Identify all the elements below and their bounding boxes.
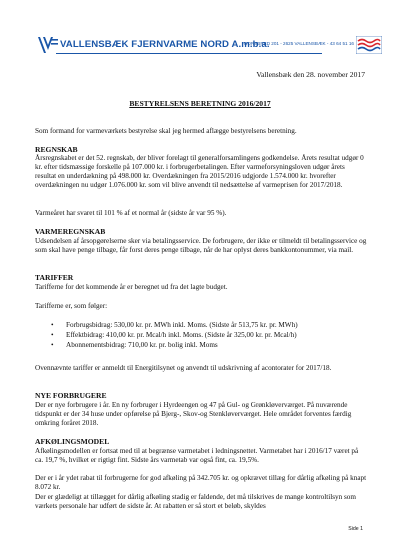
letterhead	[36, 36, 382, 54]
regnskab-paragraph-2	[35, 209, 367, 218]
company-name: VALLENSBÆK FJERNVARME NORD A.m.b.a.	[60, 39, 270, 50]
tariffer-paragraph-1	[35, 283, 367, 292]
afkoelingsmodel-text-2: Der er i år ydet rabat til forbrugerne for god afkøling på 342.705 kr. og opkrævet tillæg for dårlig afkøling på knapt 8.072 kr.	[35, 474, 367, 492]
tariffer-paragraph-3	[35, 364, 367, 373]
nye-forbrugere-paragraph	[35, 401, 367, 428]
tariffer-text-1: Tarifferne for det kommende år er beregnet ud fra det lagte budget.	[35, 283, 228, 291]
varmeregnskab-text: Udsendelsen af årsopgørelserne sker via betalingsservice. De forbrugere, der ikke er tilmeldt til betalingsservice og som skal have penge tilbage, får forst deres penge tilbage, når de har oplyst deres bankkontonummer, via mail.	[35, 237, 367, 255]
company-logo-icon	[36, 36, 58, 54]
section-heading-regnskab: REGNSKAB	[35, 145, 78, 154]
document-title: BESTYRELSENS BERETNING 2016/2017	[129, 99, 271, 108]
section-heading-nye-forbrugere: NYE FORBRUGERE	[35, 391, 107, 400]
afkoelingsmodel-text-3: Der er glædeligt at tillægget for dårlig afkøling stadig er faldende, det må tilskrives de mange kontroltilsyn som værkets personale har udført de sidste år. At rabatten er så stort et beløb, skyldes	[35, 493, 356, 511]
nye-forbrugere-text: Der er nye forbrugere i år. En ny forbruger i Hyrdeengen og 47 på Gul- og Grønkløverværget. På nuværende tidspunkt er der 34 huse under opførelse på Bjerg-, Skov-og Stenkløverværget. Hele området forventes færdig omkring foråret 2018.	[35, 401, 352, 428]
company-address: HORSBRED 201 - 2625 VALLENSBÆK - 43 64 51 16	[244, 41, 354, 46]
regnskab-text-1: Årsregnskabet er det 52. regnskab, der bliver forelagt til generalforsamlingens godkendelse. Årets resultat udgør 0 kr. efter tidsmæssige forskelle på 107.000 kr. i forbrugerbetalingen. Efter varmeforsyningsloven udgør årets resultat en underdækning på 498.000 kr. Overdækningen fra 2015/2016 udgjorde 1.574.000 kr. hvorefter overdækningen nu udgør 1.076.000 kr. som vil blive anvendt til nedsættelse af varmeprisen for 2017/2018.	[35, 154, 364, 190]
tariffer-text-3: Ovennævnte tariffer er anmeldt til Energitilsynet og anvendt til udskrivning af acontorater for 2017/18.	[35, 364, 332, 372]
afkoelingsmodel-text-1: Afkølingsmodellen er fortsat med til at begrænse varmetabet i ledningsnettet. Varmetabet har i 2016/17 været på ca. 19,7 %, hvilket er rigtigt fint. Sidste års varmetab var også fint, ca. 19,5%.	[35, 447, 359, 465]
section-heading-varmeregnskab: VARMEREGNSKAB	[35, 227, 106, 236]
intro-paragraph	[35, 127, 367, 136]
afkoelingsmodel-paragraph-1	[35, 447, 367, 465]
regnskab-paragraph-1	[35, 154, 367, 190]
tariff-item-effektbidrag: • Effektbidrag: 410,00 kr. pr. Mcal/h inkl. Moms. (Sidste år 325,00 kr. pr. Mcal/h)	[51, 330, 371, 340]
tariff-item-abonnementsbidrag: • Abonnementsbidrag: 710,00 kr. pr. bolig inkl. Moms	[51, 340, 371, 350]
tariffer-text-2: Tarifferne er, som følger:	[35, 302, 108, 310]
tariff-list	[51, 320, 371, 351]
tariffer-paragraph-2	[35, 302, 367, 311]
tariff-item-forbrugsbidrag: • Forbrugsbidrag: 530,00 kr. pr. MWh inkl. Moms. (Sidste år 513,75 kr. pr. MWh)	[51, 320, 371, 330]
regnskab-text-2: Varmeåret har svaret til 101 % af et normal år (sidste år var 95 %).	[35, 209, 227, 217]
section-heading-tariffer: TARIFFER	[35, 273, 74, 282]
intro-text: Som formand for varmeværkets bestyrelse skal jeg hermed aflægge bestyrelsens beretning.	[35, 127, 297, 135]
letter-date: Vallensbæk den 28. november 2017	[256, 70, 365, 79]
section-heading-afkoelingsmodel: AFKØLINGSMODEL	[35, 437, 110, 446]
page-number: Side 1	[348, 526, 363, 532]
varmeregnskab-paragraph	[35, 237, 367, 255]
letterhead-divider	[56, 53, 322, 54]
district-heating-wave-icon	[356, 36, 382, 54]
afkoelingsmodel-paragraph-3	[35, 493, 367, 511]
afkoelingsmodel-paragraph-2	[35, 474, 367, 492]
